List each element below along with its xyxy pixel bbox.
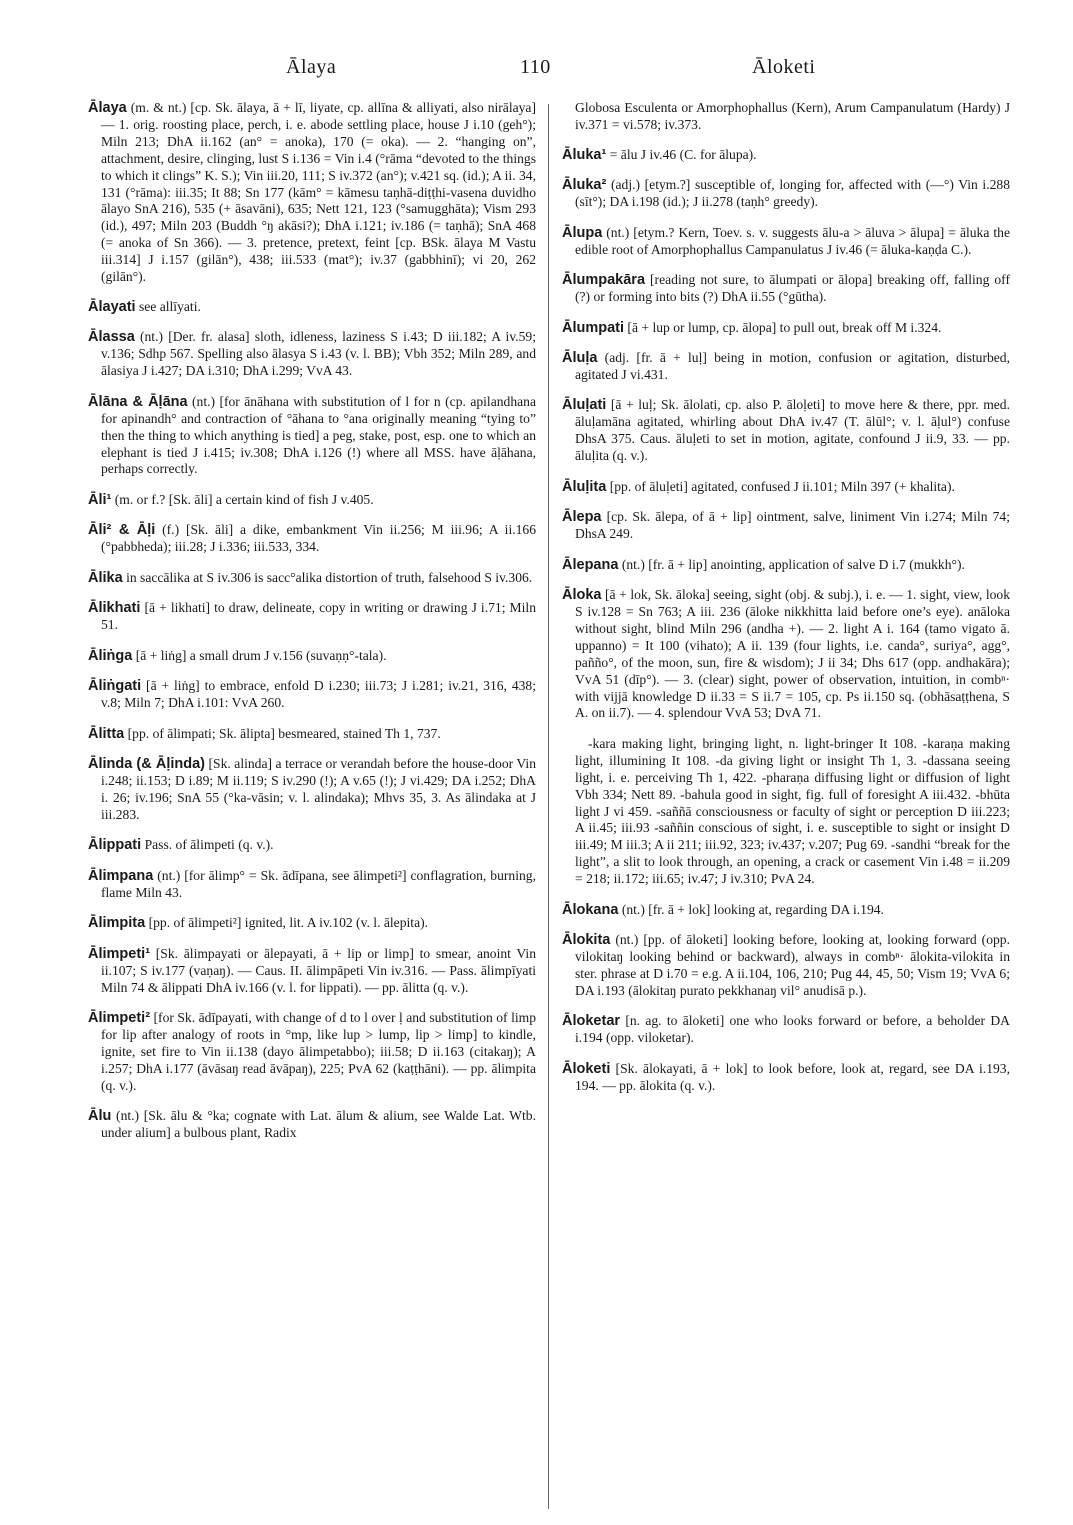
headword: Āluḷita (562, 478, 607, 495)
entry-text: (nt.) [Der. fr. alasa] sloth, idleness, laziness S i.43; D iii.182; A iv.59; v.136; Sdhp 567. Spelling also ālasya S i.43 (v. l. BB); Vbh 352; Miln 289, and ālasiya J i.427; DA i.310; DhA i.299; VvA 43. (101, 329, 536, 379)
entry-text: [pp. of āluḷeti] agitated, confused J ii.101; Miln 397 (+ khalita). (606, 478, 955, 494)
dictionary-entry (88, 522, 536, 556)
headword: Ālokana (562, 901, 619, 918)
headword: Āloketar (562, 1013, 621, 1030)
entry-text: [ā + likhati] to draw, delineate, copy in writing or drawing J i.71; Miln 51. (101, 600, 536, 633)
entry-text: -kara making light, bringing light, n. light-bringer It 108. -karaṇa making light, illumining It 108. -da giving light or insight Th 1, 3. -dassana seeing light, i. e. perceiving Th 1, 422. -pharaṇa diffusing light or diffusion of light Vbh 334; Nett 89. -bahula good in sight, fig. full of foresight A iii.432. -bhūta light J vi 459. -saññā consciousness or faculty of sight or perception D iii.223; A ii.45; iii.93 -saññin conscious of sight, i. e. susceptible to sight or insight D iii.49; M iii.3; A ii 211; iii.92, 323; iv.437; v.207; Pug 69. -sandhi “break for the light”, a slit to look through, an opening, a crack or casement Vin i.48 = ii.209 = 218; ii.172; iii.65; iv.47; J iv.310; PvA 24. (575, 735, 1010, 887)
headword: Ālippati (88, 837, 142, 854)
dictionary-entry (562, 177, 1010, 211)
dictionary-entry (88, 492, 536, 509)
headword: Āluḷa (562, 350, 598, 367)
headword: Ālimpeti¹ (88, 945, 151, 962)
entry-text: (nt.) [Sk. ālu & °ka; cognate with Lat. ālum & alium, see Walde Lat. Wtb. under alium] a bulbous plant, Radix (101, 1108, 536, 1141)
dictionary-entry (88, 1108, 536, 1142)
headword: Āluka¹ (562, 146, 607, 163)
headword: Ālepana (562, 556, 619, 573)
dictionary-entry (88, 394, 536, 479)
entry-text: [n. ag. to āloketi] one who looks forward or before, a beholder DA i.194 (opp. viloketar). (575, 1013, 1010, 1046)
headword: Ālimpana (88, 867, 154, 884)
dictionary-entry (88, 1010, 536, 1095)
headword: Ālāna & Āḷāna (88, 393, 188, 410)
entry-text: [Sk. ālimpayati or ālepayati, ā + lip or limp] to smear, anoint Vin ii.107; S iv.177 (vaṇaŋ). — Caus. II. ālimpāpeti Vin iv.316. — Pass. ālimpīyati Miln 74 & ālippati DhA iv.166 (v. l. for lippati). — pp. ālitta (q. v.). (101, 945, 536, 995)
dictionary-entry (562, 587, 1010, 722)
headword: Ālokita (562, 932, 611, 949)
dictionary-entry (88, 648, 536, 665)
entry-text: (m. & nt.) [cp. Sk. ālaya, ā + lī, liyate, cp. allīna & alliyati, also nirālaya] — 1. orig. roosting place, perch, i. e. abode settling place, house J i.10 (geh°); Miln 213; DhA ii.162 (an° = anoka), 170 (= oka). — 2. “hanging on”, attachment, desire, clinging, lust S i.136 = Vin i.4 (°rāma “devoted to the things to which it clings” K. S.); Vin iii.20, 111; S iv.372 (an°); v.421 sq. (id.); A ii. 34, 131 (°rāma): iii.35; It 88; Sn 177 (kām° = kāmesu taṇhā-diṭṭhi-vasena duvidho ālayo SnA 216), 535 (+ āsavāni), 635; Nett 121, 123 (°samugghāta); Vism 293 (id.), 497; Miln 203 (Buddh °ŋ akāsi?); DhA i.121; iv.186 (= taṇhā); SnA 468 (= anoka of Sn 366). — 3. pretence, pretext, feint [cp. BSk. ālaya M Vastu iii.314] J i.157 (gilān°), 438; iii.533 (mat°); iv.37 (gabbhinī); vi 20, 262 (gilān°). (101, 100, 536, 285)
headword: Āli² & Āḷi (88, 522, 156, 539)
dictionary-entry (88, 756, 536, 824)
dictionary-entry (562, 225, 1010, 259)
headword: Ālupa (562, 224, 603, 241)
headword: Āli¹ (88, 491, 112, 508)
dictionary-entry (562, 557, 1010, 574)
header-right-guide-word: Āloketi (752, 56, 816, 78)
entry-text: (adj. [fr. ā + luḷ] being in motion, confusion or agitation, disturbed, agitated J vi.431. (575, 350, 1010, 382)
entry-text: [Sk. alinda] a terrace or verandah before the house-door Vin i.248; ii.153; D i.89; M ii.119; S iv.290 (!); A v.65 (!); J vi.429; DA i.252; DhA i. 26; iv.196; SnA 55 (°ka-vāsin; v. l. alindaka); Mhvs 35, 3. As ālindaka at J iii.283. (101, 756, 536, 822)
entry-text: [ā + liṅg] a small drum J v.156 (suvaṇṇ°-tala). (132, 647, 387, 663)
headword: Ālika (88, 569, 123, 586)
dictionary-entry (562, 147, 1010, 164)
headword: Āliṅgati (88, 678, 142, 695)
dictionary-entry (562, 509, 1010, 543)
dictionary-entry (562, 320, 1010, 337)
entry-text: (nt.) [fr. ā + lok] looking at, regarding DA i.194. (618, 901, 884, 917)
entry-text: [for Sk. ādīpayati, with change of d to l over ḷ and substitution of limp for lip after analogy of roots in °mp, like lup > lump, lip > limp] to kindle, ignite, set fire to Vin ii.138 (dayo ālimpetabbo); iii.58; D ii.163 (citakaŋ); A i.257; DhA i.177 (āvāsaŋ read āvāpaŋ), 225; PvA 62 (kaṭṭhāni). — pp. ālimpita (q. v.). (101, 1010, 536, 1093)
dictionary-entry (562, 932, 1010, 1000)
entry-text: (nt.) [for ānāhana with substitution of l for n (cp. apilandhana for apinandh° and contraction of °āhana to °ana originally meaning “tying to” then the thing to which anything is tied] a peg, stake, post, esp. one to which an elephant is tied J i.415; iv.308; DhA i.126 (!) where all MSS. have āḷāhana, perhaps correctly. (101, 393, 536, 477)
dictionary-entry (88, 329, 536, 380)
entry-text: [pp. of ālimpeti²] ignited, lit. A iv.102 (v. l. ālepita). (145, 915, 429, 931)
dictionary-entry (562, 902, 1010, 919)
entry-text: (adj.) [etym.?] susceptible of, longing for, affected with (—°) Vin i.288 (sīt°); DA i.198 (id.); J ii.278 (taṇh° greedy). (575, 177, 1010, 210)
entry-continuation (562, 100, 1010, 134)
headword: Āliṅga (88, 647, 133, 664)
entry-text: in saccālika at S iv.306 is sacc°alika distortion of truth, falsehood S iv.306. (122, 569, 533, 585)
entry-text: [ā + liṅg] to embrace, enfold D i.230; iii.73; J i.281; iv.21, 316, 438; v.8; Miln 7; DhA i.101: VvA 260. (101, 678, 536, 711)
headword: Ālinda (& Āḷinda) (88, 756, 206, 773)
dictionary-entry (88, 946, 536, 997)
headword: Ālikhati (88, 600, 141, 617)
headword: Ālaya (88, 100, 127, 116)
dictionary-entry (562, 1013, 1010, 1047)
dictionary-entry (562, 350, 1010, 384)
headword: Ālayati (88, 298, 136, 315)
page-number: 110 (520, 56, 551, 78)
entry-text: [reading not sure, to ālumpati or ālopa] breaking off, falling off (?) or forming into bits (?) DhA ii.55 (°gūtha). (575, 272, 1010, 305)
entry-text: = ālu J iv.46 (C. for ālupa). (606, 146, 757, 162)
entry-text: [Sk. ālokayati, ā + lok] to look before, look at, regard, see DA i.193, 194. — pp. ālokita (q. v.). (575, 1060, 1010, 1093)
dictionary-entry (88, 678, 536, 712)
headword: Āloketi (562, 1060, 611, 1077)
entry-text: [cp. Sk. ālepa, of ā + lip] ointment, salve, liniment Vin i.274; Miln 74; DhsA 249. (575, 509, 1010, 542)
dictionary-entry (88, 600, 536, 634)
entry-text: (nt.) [fr. ā + lip] anointing, application of salve D i.7 (mukkh°). (618, 556, 965, 572)
dictionary-entry (88, 299, 536, 316)
entry-text: Globosa Esculenta or Amorphophallus (Kern), Arum Campanulatum (Hardy) J iv.371 = vi.578; iv.373. (575, 100, 1010, 132)
entry-text: (nt.) [etym.? Kern, Toev. s. v. suggests ālu-a > āluva > ālupa] = āluka the edible root of Amorphophallus Campanulatus J iv.46 (= āluka-kaṇḍa C.). (575, 224, 1010, 257)
entry-text: (nt.) [pp. of āloketi] looking before, looking at, looking forward (opp. vilokitaŋ looking behind or backward), always in combⁿ· ālokita-vilokita in ster. phrase at D i.70 = e.g. A ii.104, 106, 210; Pug 44, 45, 50; Vism 19; VvA 6; DA i.193 (ālokitaŋ purato pekkhanaŋ vil° anudisā p.). (575, 932, 1010, 998)
dictionary-entry (88, 915, 536, 932)
dictionary-entry (88, 570, 536, 587)
entry-text: Pass. of ālimpeti (q. v.). (141, 837, 274, 853)
headword: Ālimpeti² (88, 1010, 151, 1027)
entry-text: see allīyati. (135, 298, 201, 314)
entry-text: [ā + lup or lump, cp. ālopa] to pull out, break off M i.324. (624, 319, 942, 335)
entry-text: (m. or f.? [Sk. āli] a certain kind of fish J v.405. (111, 491, 374, 507)
dictionary-entry (88, 868, 536, 902)
headword: Ālu (88, 1108, 112, 1125)
entry-text: [pp. of ālimpati; Sk. ālipta] besmeared, stained Th 1, 737. (124, 725, 441, 741)
headword: Āluka² (562, 177, 607, 194)
header-left-guide-word: Ālaya (286, 56, 337, 78)
column-divider (548, 104, 549, 1509)
headword: Ālumpakāra (562, 272, 646, 289)
headword: Āloka (562, 587, 602, 604)
entry-text: [ā + lok, Sk. āloka] seeing, sight (obj. & subj.), i. e. — 1. sight, view, look S iv.128 = Sn 763; A iii. 236 (āloke nikkhitta laid before one’s eye). anāloka without sight, blind Miln 296 (andha +). — 2. light A i. 164 (tamo vigato ā. uppanno) = It 100 (vihato); A ii. 139 (four lights, i.e. canda°, suriya°, agg°, pañño°, of the moon, sun, fire & wisdom); J ii 34; Dhs 617 (opp. andhakāra); VvA 51 (dīp°). — 3. (clear) sight, power of observation, intuition, in combⁿ· with vijjā knowledge D ii.33 = S ii.7 = 105, cp. Ps ii.150 sq. (obhāsaṭṭhena, S A. on ii.7). — 4. splendour VvA 53; DvA 71. (575, 587, 1010, 721)
right-column (562, 100, 1010, 1108)
headword: Ālimpita (88, 915, 146, 932)
page-header (0, 56, 1073, 84)
entry-text: (nt.) [for ālimp° = Sk. ādīpana, see ālimpeti²] conflagration, burning, flame Miln 43. (101, 867, 536, 900)
left-column (88, 100, 536, 1156)
dictionary-entry (562, 1061, 1010, 1095)
headword: Ālumpati (562, 319, 625, 336)
headword: Ālassa (88, 329, 135, 346)
dictionary-entry (88, 100, 536, 286)
headword: Āluḷati (562, 397, 607, 414)
entry-text: (f.) [Sk. āli] a dike, embankment Vin ii.256; M iii.96; A ii.166 (°pabbheda); iii.28; J i.336; iii.533, 334. (101, 522, 537, 555)
headword: Ālitta (88, 725, 125, 742)
entry-text: [ā + luḷ; Sk. ālolati, cp. also P. āloḷeti] to move here & there, ppr. med. āluḷamāna agitated, whirling about DhA iv.47 (T. ālūl°; v. l. āḷul°) confuse DhsA 375. Caus. āluḷeti to set in motion, agitate, confound J ii.9, 33. — pp. āluḷita (q. v.). (575, 397, 1010, 464)
compound-subentries (562, 736, 1010, 888)
dictionary-entry (562, 479, 1010, 496)
headword: Ālepa (562, 509, 602, 526)
dictionary-entry (562, 272, 1010, 306)
dictionary-entry (562, 397, 1010, 465)
dictionary-entry (88, 726, 536, 743)
dictionary-entry (88, 837, 536, 854)
